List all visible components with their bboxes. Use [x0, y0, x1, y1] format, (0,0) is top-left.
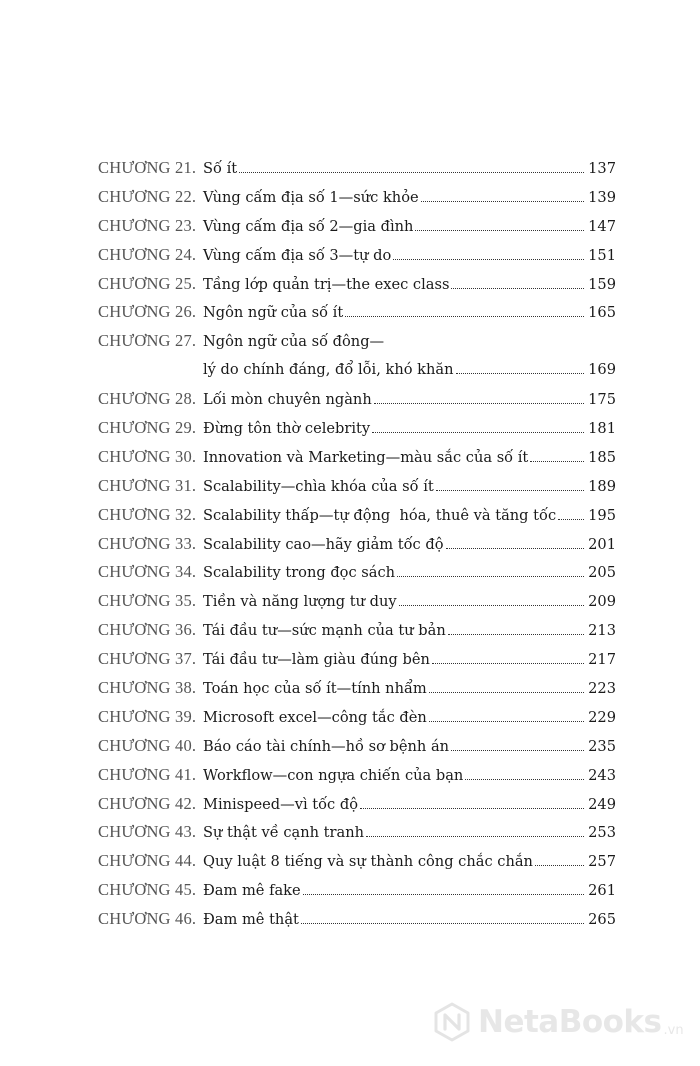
chapter-title: Toán học của số ít—tính nhẩm — [203, 680, 427, 698]
dot-leader — [239, 172, 584, 173]
chapter-title: Microsoft excel—công tắc đèn — [203, 708, 427, 726]
page-number: 189 — [588, 477, 616, 495]
toc-row[interactable] — [98, 530, 616, 559]
chapter-number: CHƯƠNG 34. — [98, 562, 197, 582]
page-number: 229 — [588, 708, 616, 726]
toc-row[interactable] — [98, 270, 616, 299]
page-number: 151 — [588, 246, 616, 264]
page-number: 265 — [588, 911, 616, 929]
dot-leader — [421, 201, 584, 202]
chapter-number: CHƯƠNG 35. — [98, 591, 197, 611]
dot-leader — [429, 721, 584, 722]
dot-leader — [366, 836, 584, 837]
page-number: 205 — [588, 564, 616, 582]
chapter-title: Đam mê fake — [203, 882, 301, 900]
chapter-title: Vùng cấm địa số 2—gia đình — [203, 217, 414, 235]
page-number: 147 — [588, 217, 616, 235]
dot-leader — [436, 490, 584, 491]
page-number: 257 — [588, 853, 616, 871]
chapter-title: Báo cáo tài chính—hồ sơ bệnh án — [203, 737, 450, 755]
chapter-number: CHƯƠNG 26. — [98, 302, 197, 322]
chapter-title: Vùng cấm địa số 3—tự do — [203, 246, 392, 264]
watermark-suffix: .vn — [663, 1023, 684, 1038]
toc-row[interactable] — [98, 847, 616, 876]
chapter-title: Đừng tôn thờ celebrity — [203, 420, 371, 438]
chapter-title: Số ít — [203, 160, 238, 177]
chapter-number: CHƯƠNG 41. — [98, 764, 197, 784]
dot-leader — [535, 865, 584, 866]
chapter-number: CHƯƠNG 31. — [98, 475, 197, 495]
toc-row[interactable] — [98, 414, 616, 443]
dot-leader — [451, 750, 584, 751]
chapter-title: Ngôn ngữ của số đông— — [203, 333, 385, 351]
chapter-title: Ngôn ngữ của số ít — [203, 304, 344, 322]
chapter-number: CHƯƠNG 32. — [98, 504, 197, 524]
dot-leader — [465, 779, 584, 780]
toc-row[interactable] — [98, 501, 616, 530]
page-number: 175 — [588, 391, 616, 409]
chapter-title: lý do chính đáng, đổ lỗi, khó khăn — [203, 361, 454, 379]
chapter-number: CHƯƠNG 40. — [98, 735, 197, 755]
toc-row-continuation[interactable] — [98, 356, 616, 385]
chapter-number: CHƯƠNG 22. — [98, 186, 197, 206]
page-number: 249 — [588, 795, 616, 813]
dot-leader — [345, 316, 584, 317]
toc-row[interactable] — [98, 587, 616, 616]
dot-leader — [372, 432, 584, 433]
toc-row[interactable] — [98, 818, 616, 847]
dot-leader — [530, 461, 584, 462]
dot-leader — [301, 923, 584, 924]
chapter-title: Scalability thấp—tự động hóa, thuê và tăng tốc — [203, 506, 557, 524]
page-number: 217 — [588, 651, 616, 669]
chapter-title: Scalability trong đọc sách — [203, 564, 396, 582]
dot-leader — [399, 605, 584, 606]
dot-leader — [303, 894, 584, 895]
toc-row[interactable] — [98, 241, 616, 270]
page-number: 139 — [588, 188, 616, 206]
chapter-number: CHƯƠNG 36. — [98, 620, 197, 640]
chapter-number: CHƯƠNG 42. — [98, 793, 197, 813]
toc-row[interactable] — [98, 298, 616, 327]
chapter-title: Tái đầu tư—sức mạnh của tư bản — [203, 622, 446, 640]
chapter-title: Scalability—chìa khóa của số ít — [203, 477, 434, 495]
page-number: 195 — [588, 506, 616, 524]
page-number: 169 — [588, 361, 616, 379]
page-number: 261 — [588, 882, 616, 900]
chapter-title: Minispeed—vì tốc độ — [203, 795, 359, 813]
chapter-title: Scalability cao—hãy giảm tốc độ — [203, 535, 444, 553]
page-number: 209 — [588, 593, 616, 611]
table-of-contents — [98, 154, 616, 934]
toc-row[interactable] — [98, 183, 616, 212]
dot-leader — [415, 230, 584, 231]
toc-row[interactable] — [98, 761, 616, 790]
dot-leader — [393, 259, 584, 260]
toc-row[interactable] — [98, 154, 616, 183]
toc-row[interactable] — [98, 616, 616, 645]
dot-leader — [397, 576, 584, 577]
dot-leader — [451, 288, 584, 289]
chapter-title: Tái đầu tư—làm giàu đúng bên — [203, 651, 430, 669]
page-number: 223 — [588, 680, 616, 698]
dot-leader — [448, 634, 584, 635]
dot-leader — [374, 403, 584, 404]
chapter-number: CHƯƠNG 25. — [98, 273, 197, 293]
chapter-title: Innovation và Marketing—màu sắc của số ít — [203, 448, 529, 466]
page-number: 253 — [588, 824, 616, 842]
dot-leader — [446, 548, 585, 549]
chapter-title: Đam mê thật — [203, 911, 299, 929]
toc-row[interactable] — [98, 472, 616, 501]
toc-row[interactable] — [98, 558, 616, 587]
chapter-number: CHƯƠNG 44. — [98, 851, 197, 871]
chapter-number: CHƯƠNG 38. — [98, 678, 197, 698]
chapter-title: Quy luật 8 tiếng và sự thành công chắc chắn — [203, 853, 533, 871]
page-number: 159 — [588, 275, 616, 293]
chapter-title: Workflow—con ngựa chiến của bạn — [203, 766, 464, 784]
dot-leader — [360, 808, 584, 809]
netabooks-logo-icon — [432, 1002, 472, 1042]
dot-leader — [456, 373, 584, 374]
chapter-title: Vùng cấm địa số 1—sức khỏe — [203, 188, 419, 206]
chapter-number: CHƯƠNG 43. — [98, 822, 197, 842]
dot-leader — [429, 692, 584, 693]
page-number: 137 — [588, 160, 616, 177]
chapter-title: Tầng lớp quản trị—the exec class — [203, 275, 450, 293]
chapter-number: CHƯƠNG 28. — [98, 389, 197, 409]
watermark-brand: NetaBooks — [478, 1003, 662, 1040]
page-number: 185 — [588, 448, 616, 466]
chapter-number: CHƯƠNG 45. — [98, 880, 197, 900]
chapter-number: CHƯƠNG 27. — [98, 331, 197, 351]
toc-row[interactable] — [98, 674, 616, 703]
dot-leader — [432, 663, 584, 664]
page-number: 181 — [588, 420, 616, 438]
toc-row[interactable] — [98, 645, 616, 674]
toc-row[interactable] — [98, 876, 616, 905]
toc-row[interactable] — [98, 732, 616, 761]
chapter-number: CHƯƠNG 37. — [98, 649, 197, 669]
dot-leader — [558, 519, 584, 520]
toc-row[interactable] — [98, 443, 616, 472]
page-number: 235 — [588, 737, 616, 755]
page-number: 165 — [588, 304, 616, 322]
chapter-title: Tiền và năng lượng tư duy — [203, 593, 397, 611]
toc-row[interactable] — [98, 703, 616, 732]
page-number: 201 — [588, 535, 616, 553]
watermark — [432, 1002, 684, 1042]
chapter-title: Sự thật về cạnh tranh — [203, 824, 365, 842]
chapter-number: CHƯƠNG 29. — [98, 418, 197, 438]
toc-row[interactable] — [98, 212, 616, 241]
toc-row[interactable] — [98, 385, 616, 414]
chapter-number: CHƯƠNG 23. — [98, 215, 197, 235]
toc-row[interactable] — [98, 905, 616, 934]
chapter-number: CHƯƠNG 39. — [98, 706, 197, 726]
chapter-number: CHƯƠNG 33. — [98, 533, 197, 553]
chapter-number: CHƯƠNG 46. — [98, 909, 197, 929]
toc-row[interactable] — [98, 327, 616, 356]
chapter-number: CHƯƠNG 24. — [98, 244, 197, 264]
page-number: 243 — [588, 766, 616, 784]
chapter-number: CHƯƠNG 21. — [98, 158, 197, 177]
chapter-title: Lối mòn chuyên ngành — [203, 391, 372, 409]
chapter-number: CHƯƠNG 30. — [98, 446, 197, 466]
toc-row[interactable] — [98, 790, 616, 819]
page-number: 213 — [588, 622, 616, 640]
